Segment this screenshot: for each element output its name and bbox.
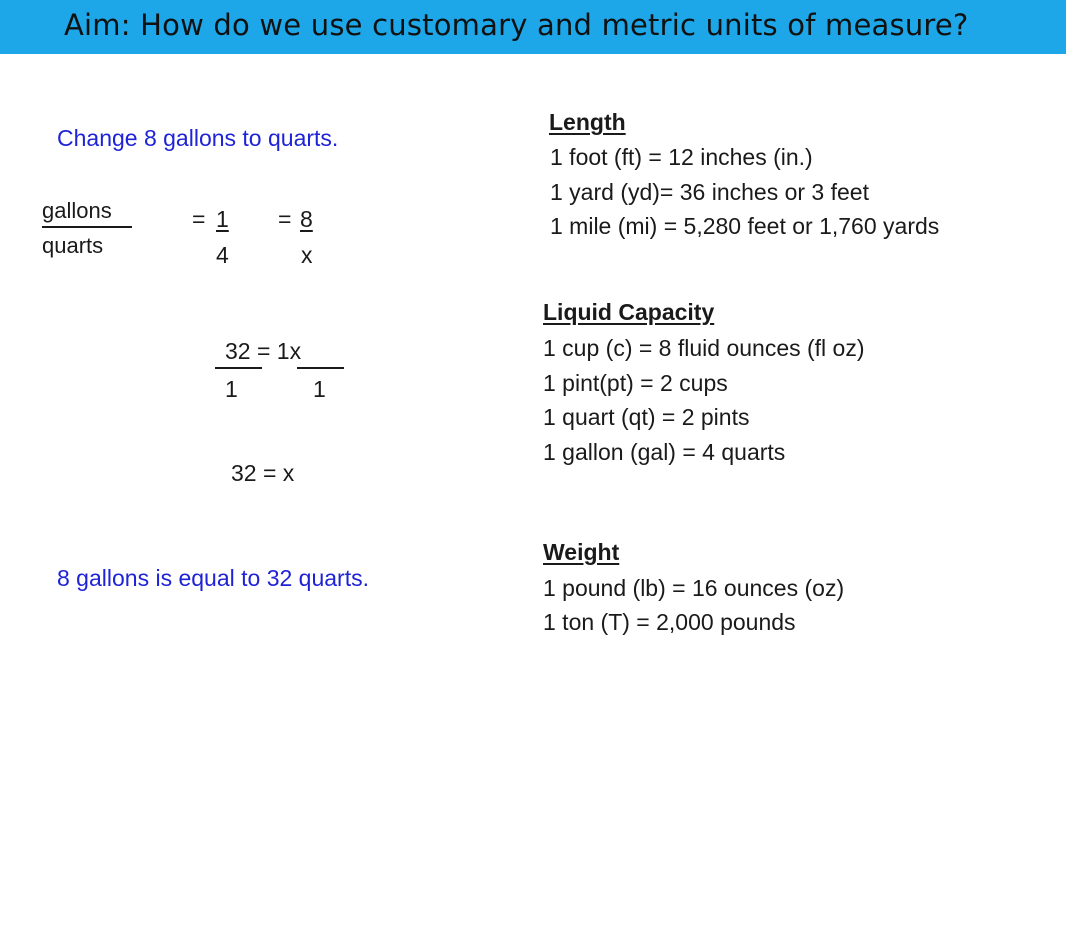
fraction1-numerator: 1: [216, 206, 229, 232]
step2-equation: 32 = 1x: [225, 338, 302, 364]
length-line-3: 1 mile (mi) = 5,280 feet or 1,760 yards: [550, 213, 940, 239]
problem-conclusion: 8 gallons is equal to 32 quarts.: [57, 565, 369, 591]
fraction1-equals: =: [192, 206, 206, 232]
length-line-2: 1 yard (yd)= 36 inches or 3 feet: [550, 179, 869, 205]
ratio-label-top: gallons: [42, 198, 112, 223]
step2-right-bar: [297, 367, 344, 369]
step2-left-bar: [215, 367, 262, 369]
weight-line-1: 1 pound (lb) = 16 ounces (oz): [543, 575, 845, 601]
page-title: Aim: How do we use customary and metric units of measure?: [64, 8, 969, 42]
title-bar: [0, 0, 1066, 54]
weight-heading: Weight: [543, 539, 620, 565]
liquid-capacity-heading: Liquid Capacity: [543, 299, 715, 325]
liquid-line-3: 1 quart (qt) = 2 pints: [543, 404, 750, 430]
ratio-label-bottom: quarts: [42, 233, 104, 258]
liquid-line-1: 1 cup (c) = 8 fluid ounces (fl oz): [543, 335, 865, 361]
ratio-fraction-bar: [42, 226, 132, 228]
liquid-line-2: 1 pint(pt) = 2 cups: [543, 370, 728, 396]
length-line-1: 1 foot (ft) = 12 inches (in.): [550, 144, 813, 170]
step2-right-denominator: 1: [313, 376, 326, 402]
length-heading: Length: [549, 109, 626, 135]
step2-left-denominator: 1: [225, 376, 238, 402]
fraction2-numerator: 8: [300, 206, 313, 232]
liquid-line-4: 1 gallon (gal) = 4 quarts: [543, 439, 786, 465]
problem-prompt: Change 8 gallons to quarts.: [57, 125, 339, 151]
fraction2-equals: =: [278, 206, 292, 232]
fraction2-denominator: x: [301, 242, 313, 268]
step3-equation: 32 = x: [231, 460, 295, 486]
weight-line-2: 1 ton (T) = 2,000 pounds: [543, 609, 796, 635]
fraction1-denominator: 4: [216, 242, 229, 268]
